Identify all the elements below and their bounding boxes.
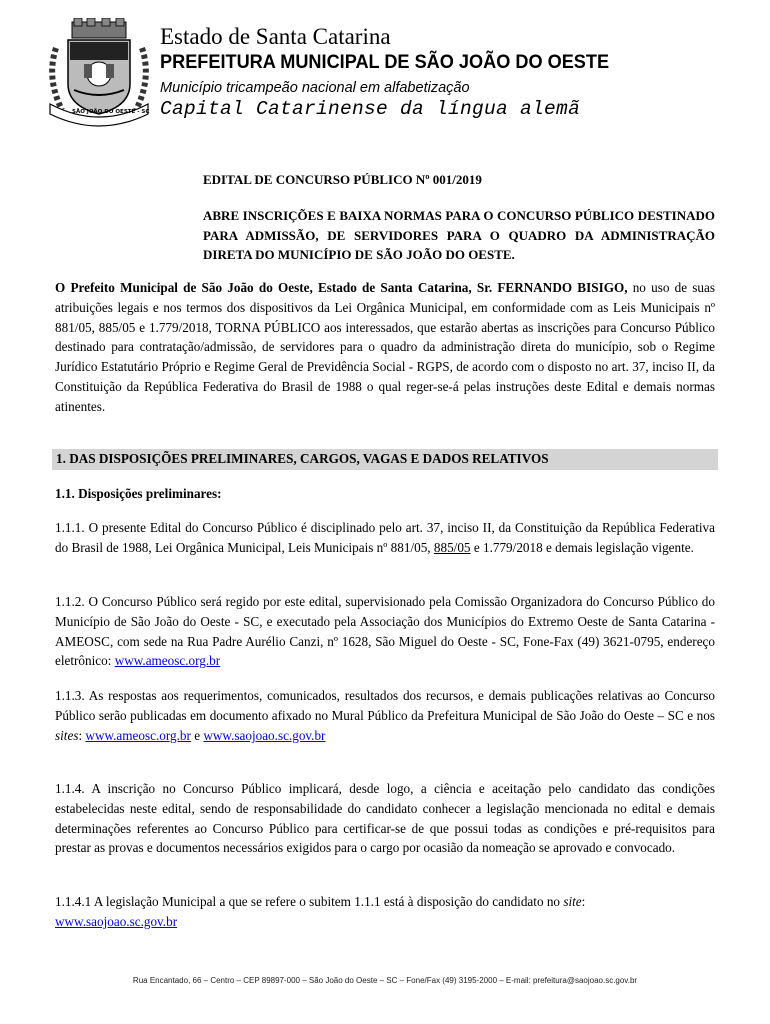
municipal-coat-of-arms bbox=[44, 18, 154, 130]
paragraph-1-1-4-1 bbox=[55, 892, 715, 932]
section-heading-bar bbox=[52, 449, 718, 470]
p114-text: 1.1.4. A inscrição no Concurso Público implicará, desde logo, a ciência e aceitação pelo candidato das condições estabelecidas neste edital, sendo de responsabilidade do candidato conhecer a legislação mencionada no edital e demais determinações referentes ao Concurso Público para certificar-se de que possui todas as condições e pré-requisitos para prestar as provas e documentos necessários exigidos para o cargo por ocasião da nomeação se aprovado e convocado. bbox=[55, 781, 715, 856]
page-footer: Rua Encantado, 66 – Centro – CEP 89897-000 – São João do Oeste – SC – Fone/Fax (49) 3195-2000 – E-mail: prefeitura@saojoao.sc.gov.br bbox=[132, 976, 638, 985]
p111-underlined-law: 885/05 bbox=[433, 539, 471, 555]
paragraph-1-1-2 bbox=[55, 592, 715, 671]
capital-slogan: Capital Catarinense da língua alemã bbox=[160, 98, 581, 120]
crest-ribbon-text: SÃO JOÃO DO OESTE - SC bbox=[72, 109, 150, 115]
state-name: Estado de Santa Catarina bbox=[160, 24, 391, 49]
prefeitura-name: PREFEITURA MUNICIPAL DE SÃO JOÃO DO OESTE bbox=[160, 51, 610, 73]
p1141-colon: : bbox=[581, 894, 586, 909]
intro-bold-text: O Prefeito Municipal de São João do Oeste, Estado de Santa Catarina, Sr. FERNANDO BISIGO, bbox=[55, 280, 628, 295]
saojoao-link[interactable]: www.saojoao.sc.gov.br bbox=[203, 727, 326, 743]
p111-text-b: e 1.779/2018 e demais legislação vigente. bbox=[470, 539, 694, 555]
paragraph-1-1-1 bbox=[55, 518, 715, 558]
intro-text: no uso de suas atribuições legais e nos termos dos dispositivos da Lei Orgânica Municipal, em conformidade com as Leis Municipais nº 881/05, 885/05 e 1.779/2018, TORNA PÚBLICO aos interessados, que estarão abertas as inscrições para Concurso Público destinado para contratação/admissão, de servidores para o quadro da administração direta do município, sob o Regime Jurídico Estatutário Próprio e Regime Geral de Previdência Social - RGPS, de acordo com o disposto no art. 37, inciso II, da Constituição da República Federativa do Brasil de 1988 o qual reger-se-á pelas instruções deste Edital e demais normas atinentes. bbox=[55, 280, 715, 414]
section-1-heading: 1. DAS DISPOSIÇÕES PRELIMINARES, CARGOS, VAGAS E DADOS RELATIVOS bbox=[56, 451, 549, 466]
p113-sites-word: sites bbox=[55, 727, 79, 743]
p111-text-a: 1.1.1. O presente Edital do Concurso Público é disciplinado pelo art. 37, inciso II, da Constituição da República Federativa do Brasil de 1988, Lei Orgânica Municipal, Leis Municipais nº 881/05, bbox=[55, 520, 715, 555]
p112-text: 1.1.2. O Concurso Público será regido por este edital, supervisionado pela Comissão Organizadora do Concurso Público do Município de São João do Oeste - SC, e executado pela Associação dos Municípios do Extremo Oeste de Santa Catarina - AMEOSC, com sede na Rua Padre Aurélio Canzi, nº 1628, São Miguel do Oeste - SC, Fone-Fax (49) 3621-0795, endereço eletrônico: bbox=[55, 594, 715, 669]
tricampeao-slogan: Município tricampeão nacional em alfabetização bbox=[160, 80, 470, 96]
p113-colon: : bbox=[78, 727, 86, 743]
p1141-text: 1.1.4.1 A legislação Municipal a que se refere o subitem 1.1.1 está à disposição do candidato no bbox=[55, 894, 564, 909]
edital-title: EDITAL DE CONCURSO PÚBLICO Nº 001/2019 bbox=[203, 172, 482, 187]
edital-subtitle: ABRE INSCRIÇÕES E BAIXA NORMAS PARA O CONCURSO PÚBLICO DESTINADO PARA ADMISSÃO, DE SERVIDORES PARA O QUADRO DA ADMINISTRAÇÃO DIRETA DO MUNICÍPIO DE SÃO JOÃO DO OESTE. bbox=[203, 208, 715, 262]
saojoao-link-2[interactable]: www.saojoao.sc.gov.br bbox=[55, 913, 178, 929]
paragraph-1-1-3 bbox=[55, 686, 715, 745]
letterhead bbox=[160, 24, 643, 120]
paragraph-1-1-4 bbox=[55, 779, 715, 858]
p1141-site-word: site bbox=[563, 894, 582, 909]
p113-text: 1.1.3. As respostas aos requerimentos, comunicados, resultados dos recursos, e demais publicações relativas ao Concurso Público serão publicadas em documento afixado no Mural Público da Prefeitura Municipal de São João do Oeste – SC e nos bbox=[55, 688, 715, 723]
subsection-1-1-heading: 1.1. Disposições preliminares: bbox=[55, 486, 222, 501]
ameosc-link-2[interactable]: www.ameosc.org.br bbox=[85, 727, 191, 743]
p113-and: e bbox=[190, 727, 204, 743]
ameosc-link[interactable]: www.ameosc.org.br bbox=[114, 653, 221, 669]
intro-paragraph bbox=[55, 278, 715, 417]
